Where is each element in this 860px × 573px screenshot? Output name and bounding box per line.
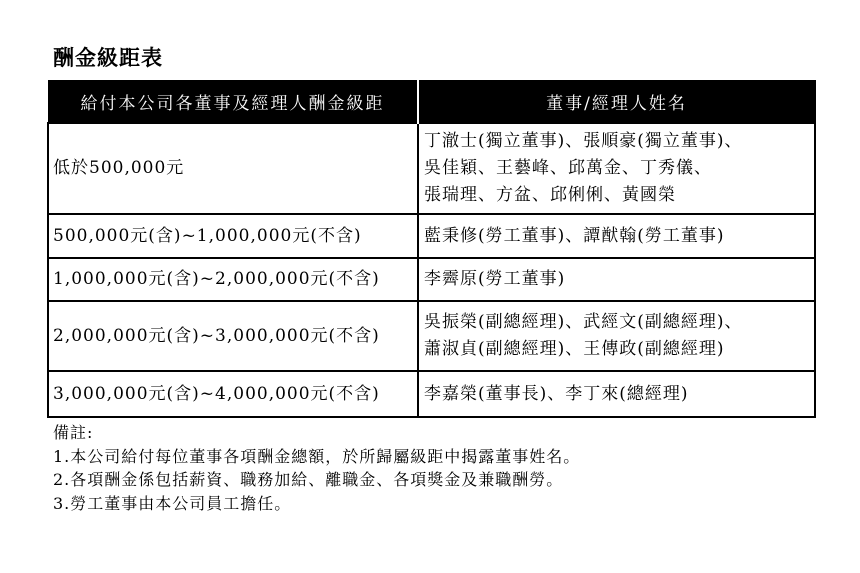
table-row [48,123,815,214]
names-cell [418,258,815,301]
names-line: 丁澈士(獨立董事)、張順豪(獨立董事)、 [424,131,743,151]
range-cell: 3,000,000元(含)~4,000,000元(不含) [48,371,418,417]
notes-section [53,421,580,515]
range-cell: 500,000元(含)~1,000,000元(不含) [48,214,418,258]
names-line: 吳振榮(副總經理)、武經文(副總經理)、 [424,312,743,332]
names-line: 李霽原(勞工董事) [424,269,566,289]
range-cell: 低於500,000元 [48,123,418,214]
compensation-grade-table [47,80,816,418]
note-item: 2.各項酬金係包括薪資、職務加給、離職金、各項獎金及兼職酬勞。 [53,470,564,489]
table-row [48,214,815,258]
table-header-row [48,80,815,123]
names-line: 吳佳穎、王藝峰、邱萬金、丁秀儀、 [424,158,712,178]
table-row [48,258,815,301]
header-names: 董事/經理人姓名 [418,80,815,123]
notes-heading: 備註: [53,423,94,442]
range-cell: 2,000,000元(含)~3,000,000元(不含) [48,301,418,371]
names-cell [418,123,815,214]
table-row [48,301,815,371]
names-cell [418,214,815,258]
note-item: 3.勞工董事由本公司員工擔任。 [53,493,292,513]
note-item: 1.本公司給付每位董事各項酬金總額，於所歸屬級距中揭露董事姓名。 [53,446,581,466]
header-compensation-range: 給付本公司各董事及經理人酬金級距 [48,80,418,123]
names-line: 張瑞理、方盆、邱俐俐、黃國榮 [424,185,676,205]
names-line: 藍秉修(勞工董事)、譚猷翰(勞工董事) [424,225,725,246]
names-line: 李嘉榮(董事長)、李丁來(總經理) [424,383,689,404]
names-cell [418,371,815,417]
range-cell: 1,000,000元(含)~2,000,000元(不含) [48,258,418,301]
names-line: 蕭淑貞(副總經理)、王傳政(副總經理) [424,339,725,359]
page-title: 酬金級距表 [53,45,163,70]
names-cell [418,301,815,371]
table-row [48,371,815,417]
